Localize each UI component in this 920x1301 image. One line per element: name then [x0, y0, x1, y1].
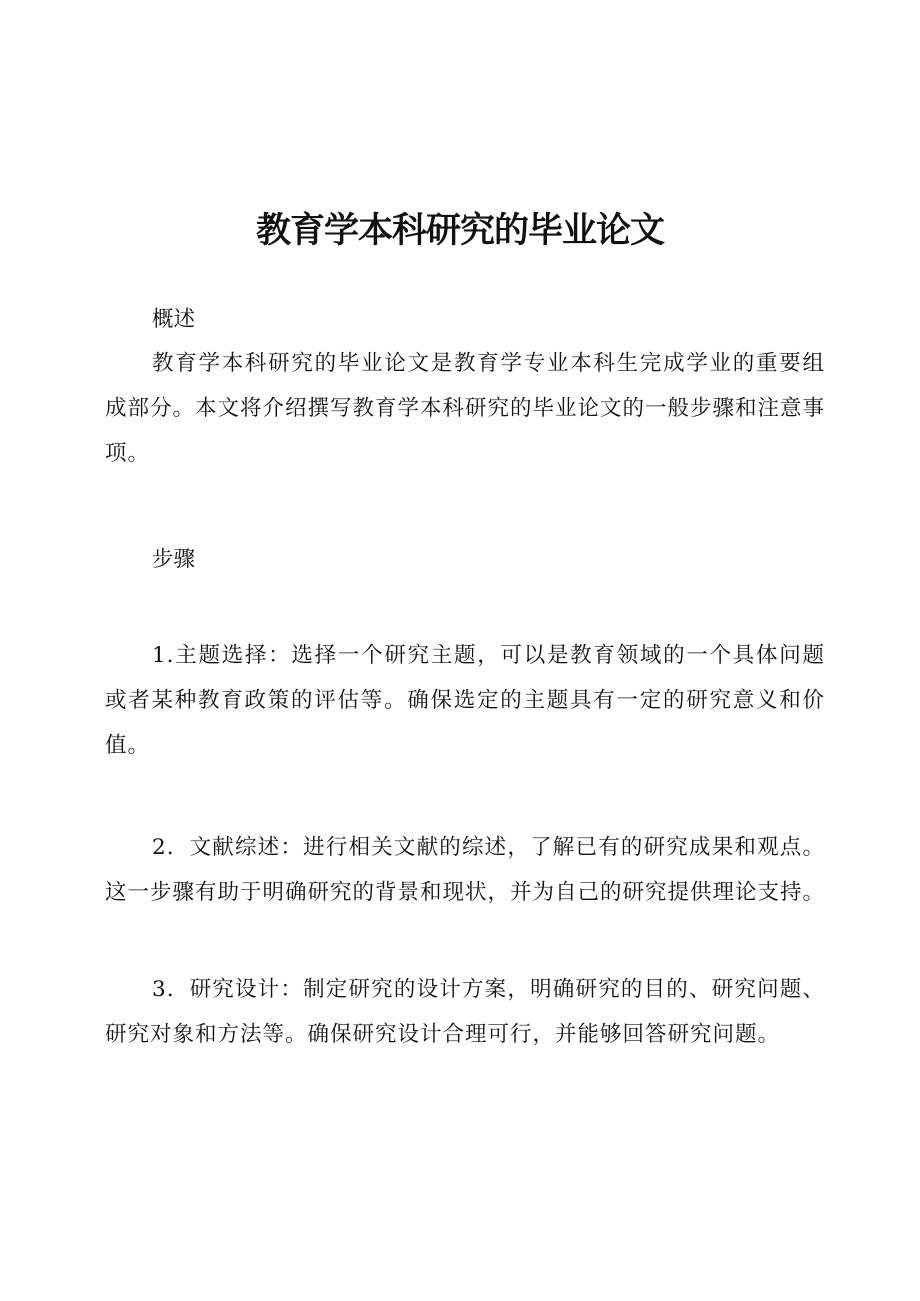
overview-paragraph: 教育学本科研究的毕业论文是教育学专业本科生完成学业的重要组成部分。本文将介绍撰写教育学本科研究的毕业论文的一般步骤和注意事项。	[105, 351, 826, 466]
step-item-literature-review: 2．文献综述：进行相关文献的综述，了解已有的研究成果和观点。这一步骤有助于明确研究的背景和现状，并为自己的研究提供理论支持。	[105, 835, 826, 905]
document-title: 教育学本科研究的毕业论文	[255, 211, 664, 252]
steps-heading: 步骤	[152, 547, 196, 572]
step-item-research-design: 3．研究设计：制定研究的设计方案，明确研究的目的、研究问题、研究对象和方法等。确保研究设计合理可行，并能够回答研究问题。	[105, 977, 825, 1047]
overview-heading: 概述	[152, 307, 196, 332]
step-item-topic-selection: 1.主题选择：选择一个研究主题，可以是教育领域的一个具体问题或者某种教育政策的评估等。确保选定的主题具有一定的研究意义和价值。	[105, 643, 825, 758]
